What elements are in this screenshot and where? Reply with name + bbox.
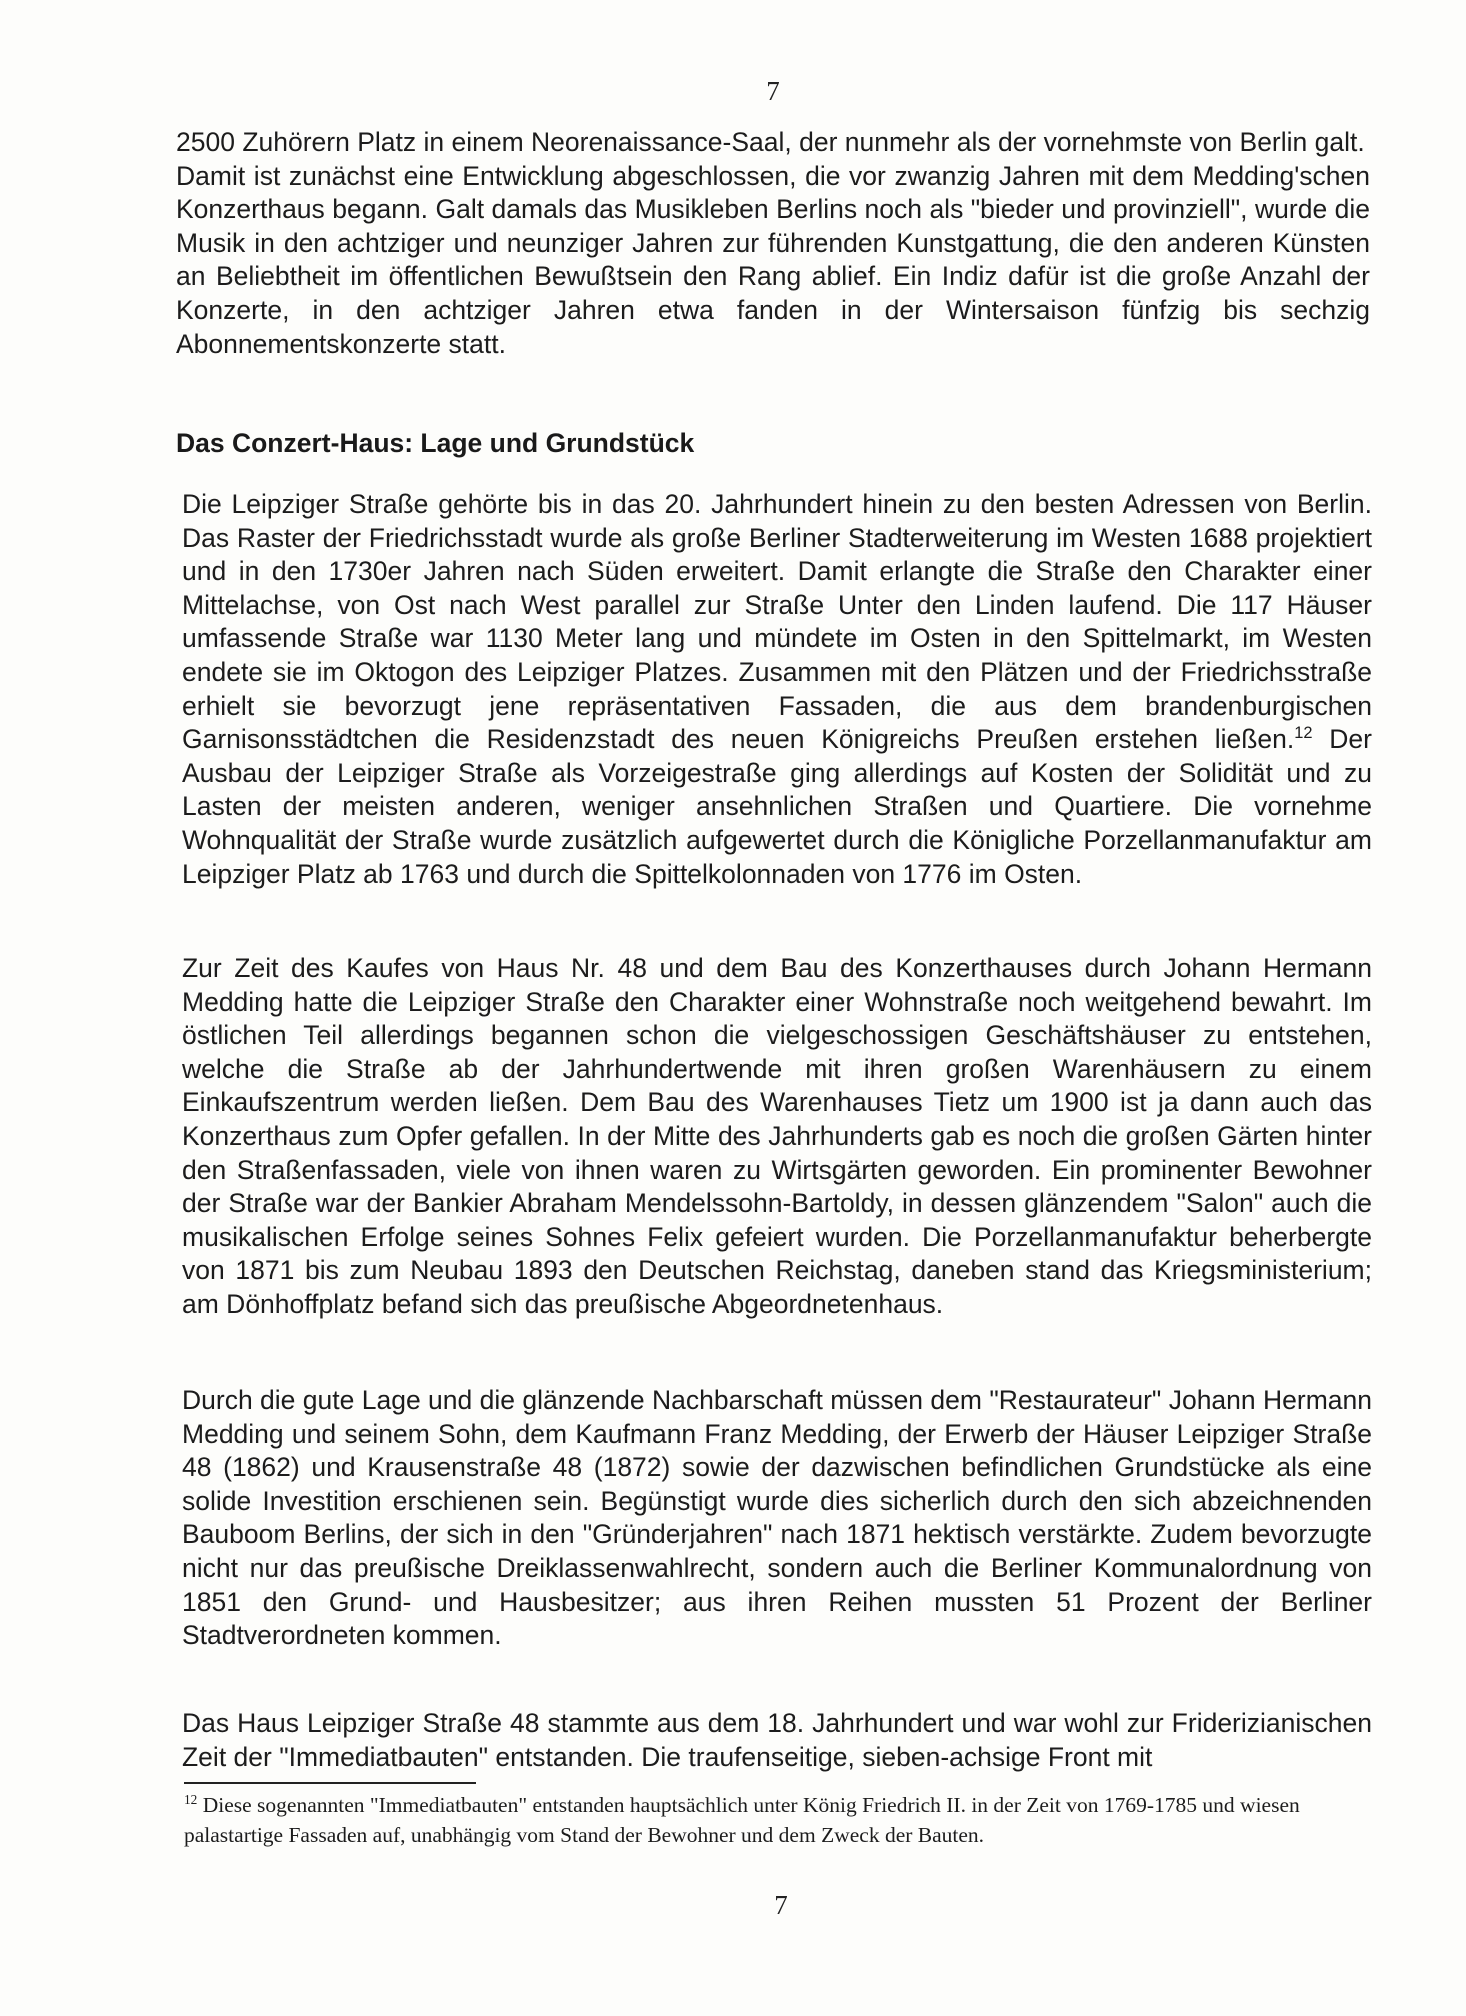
footnote-divider <box>184 1782 476 1784</box>
footnote-number: 12 <box>184 1791 198 1807</box>
paragraph-haus <box>182 1707 1372 1774</box>
paragraph-kauf <box>182 952 1372 1322</box>
paragraph-intro-line1: 2500 Zuhörern Platz in einem Neorenaissance-Saal, der nunmehr als der vornehmste von Berlin galt. <box>176 127 1365 157</box>
paragraph-kauf-text: Zur Zeit des Kaufes von Haus Nr. 48 und dem Bau des Konzerthauses durch Johann Hermann Medding hatte die Leipziger Straße den Charakter einer Wohnstraße noch weitgehend bewahrt. Im östlichen Teil allerdings begannen schon die vielgeschossigen Geschäftshäuser zu entstehen, welche die Straße ab der Jahrhundertwende mit ihren großen Warenhäusern zu einem Einkaufszentrum werden ließen. Dem Bau des Warenhauses Tietz um 1900 ist ja dann auch das Konzerthaus zum Opfer gefallen. In der Mitte des Jahrhunderts gab es noch die großen Gärten hinter den Straßenfassaden, viele von ihnen waren zu Wirtsgärten geworden. Ein prominenter Bewohner der Straße war der Bankier Abraham Mendelssohn-Bartoldy, in dessen glänzendem "Salon" auch die musikalischen Erfolge seines Sohnes Felix gefeiert wurden. Die Porzellanmanufaktur beherbergte von 1871 bis zum Neubau 1893 den Deutschen Reichstag, daneben stand das Kriegsministerium; am Dönhoffplatz befand sich das preußische Abgeordnetenhaus. <box>182 953 1372 1319</box>
page-number-top: 7 <box>766 76 780 106</box>
section-heading: Das Conzert-Haus: Lage und Grundstück <box>176 428 695 458</box>
paragraph-lage-text-cont: Der Ausbau der Leipziger Straße als Vorzeigestraße ging allerdings auf Kosten der Solidität und zu Lasten der meisten anderen, weniger ansehnlichen Straßen und Quartiere. Die vornehme Wohnqualität der Straße wurde zusätzlich aufgewertet durch die Königliche Porzellanmanufaktur am Leipziger Platz ab 1763 und durch die Spittelkolonnaden von 1776 im Osten. <box>182 724 1372 889</box>
page-number-bottom: 7 <box>774 1890 788 1920</box>
paragraph-haus-text: Das Haus Leipziger Straße 48 stammte aus dem 18. Jahrhundert und war wohl zur Friderizianischen Zeit der "Immediatbauten" entstanden. Die traufenseitige, sieben-achsige Front mit <box>182 1708 1372 1772</box>
paragraph-investition <box>182 1384 1372 1653</box>
paragraph-intro-line2: Damit ist zunächst eine Entwicklung abgeschlossen, die vor zwanzig Jahren mit dem Medding'schen Konzerthaus begann. Galt damals das Musikleben Berlins noch als "bieder und provinziell", wurde die Musik in den achtziger und neunziger Jahren zur führenden Kunstgattung, die den anderen Künsten an Beliebtheit im öffentlichen Bewußtsein den Rang ablief. Ein Indiz dafür ist die große Anzahl der Konzerte, in den achtziger Jahren etwa fanden in der Wintersaison fünfzig bis sechzig Abonnementskonzerte statt. <box>176 160 1370 359</box>
footnote <box>184 1790 1324 1850</box>
paragraph-lage-text: Die Leipziger Straße gehörte bis in das 20. Jahrhundert hinein zu den besten Adressen von Berlin. Das Raster der Friedrichsstadt wurde als große Berliner Stadterweiterung im Westen 1688 projektiert und in den 1730er Jahren nach Süden erweitert. Damit erlangte die Straße den Charakter einer Mittelachse, von Ost nach West parallel zur Straße Unter den Linden laufend. Die 117 Häuser umfassende Straße war 1130 Meter lang und mündete im Osten in den Spittelmarkt, im Westen endete sie im Oktogon des Leipziger Platzes. Zusammen mit den Plätzen und der Friedrichsstraße erhielt sie bevorzugt jene repräsentativen Fassaden, die aus dem brandenburgischen Garnisonsstädtchen die Residenzstadt des neuen Königreichs Preußen erstehen ließen. <box>182 489 1372 755</box>
paragraph-lage <box>182 488 1372 891</box>
footnote-text: Diese sogenannten "Immediatbauten" entstanden hauptsächlich unter König Friedrich II. in der Zeit von 1769-1785 und wiesen palastartige Fassaden auf, unabhängig vom Stand der Bewohner und dem Zweck der Bauten. <box>184 1793 1300 1847</box>
footnote-ref[interactable]: 12 <box>1294 724 1313 743</box>
paragraph-intro <box>176 126 1370 361</box>
paragraph-investition-text: Durch die gute Lage und die glänzende Nachbarschaft müssen dem "Restaurateur" Johann Hermann Medding und seinem Sohn, dem Kaufmann Franz Medding, der Erwerb der Häuser Leipziger Straße 48 (1862) und Krausenstraße 48 (1872) sowie der dazwischen befindlichen Grundstücke als eine solide Investition erschienen sein. Begünstigt wurde dies sicherlich durch den sich abzeichnenden Bauboom Berlins, der sich in den "Gründerjahren" nach 1871 hektisch verstärkte. Zudem bevorzugte nicht nur das preußische Dreiklassenwahlrecht, sondern auch die Berliner Kommunalordnung von 1851 den Grund- und Hausbesitzer; aus ihren Reihen mussten 51 Prozent der Berliner Stadtverordneten kommen. <box>182 1385 1372 1651</box>
